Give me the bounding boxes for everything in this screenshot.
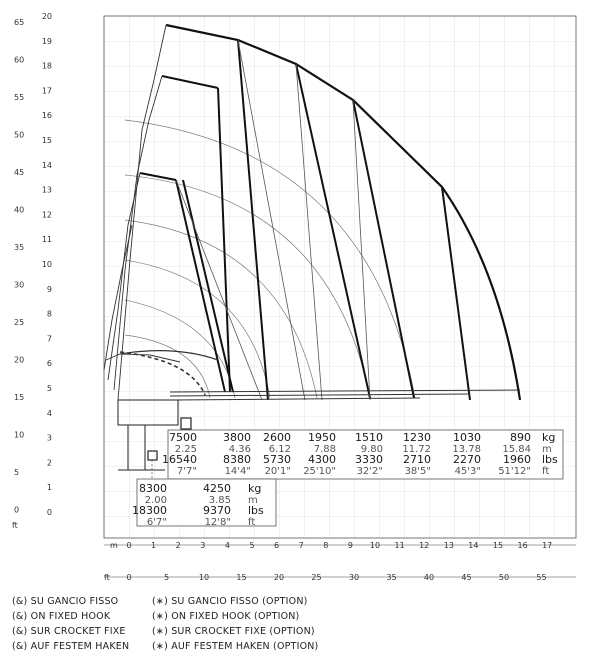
x-axis-ft: [126, 573, 546, 582]
x-m-tick: 14: [468, 541, 479, 550]
y-m-tick: 8: [46, 309, 52, 319]
x-axis-m-unit: m: [110, 541, 118, 550]
load-ft-cell: 32'2": [356, 466, 383, 477]
x-ft-tick: 40: [423, 573, 435, 582]
legend-right-2: (∗) ON FIXED HOOK (OPTION): [152, 611, 300, 622]
load-kg-cell: 7500: [169, 431, 197, 444]
load-lbs-cell: 16540: [162, 453, 197, 466]
y-ft-tick: 0: [14, 505, 20, 515]
y-m-tick: 5: [46, 384, 52, 393]
x-m-tick: 7: [298, 541, 304, 550]
load-m-cell: 2.25: [174, 444, 197, 455]
legend-right-3: (∗) SUR CROCKET FIXE (OPTION): [152, 626, 315, 637]
x-ft-tick: 35: [386, 573, 397, 582]
x-axis-m: [126, 541, 552, 550]
y-m-tick: 19: [41, 36, 52, 46]
load-lbs-cell: 4300: [308, 453, 336, 466]
x-m-tick: 1: [151, 541, 157, 550]
y-ft-tick: 30: [14, 280, 25, 290]
x-m-tick: 10: [369, 541, 381, 550]
x-m-tick: 6: [274, 541, 280, 550]
y-ft-tick: 15: [14, 393, 25, 402]
y-m-tick: 12: [41, 210, 52, 220]
load-ft-cell: 20'1": [264, 466, 291, 477]
small-m-1: 2.00: [144, 495, 167, 506]
y-axis-m: [42, 12, 52, 517]
x-ft-tick: 20: [273, 573, 285, 582]
small-m-unit: m: [248, 495, 258, 506]
load-m-cell: 4.36: [228, 444, 251, 455]
x-m-tick: 9: [347, 541, 353, 550]
x-ft-tick: 30: [348, 573, 360, 582]
x-ft-tick: 45: [461, 573, 472, 582]
small-ft-2: 12'8": [204, 517, 231, 528]
load-kg-cell: 1950: [308, 431, 336, 444]
legend-left-2: (&) ON FIXED HOOK: [12, 611, 111, 622]
y-ft-tick: 60: [14, 55, 25, 65]
small-lbs-1: 18300: [132, 504, 167, 517]
x-ft-tick: 10: [198, 573, 210, 582]
y-ft-tick: 45: [14, 168, 25, 177]
small-kg-1: 8300: [139, 482, 167, 495]
small-ft-1: 6'7": [146, 517, 167, 528]
y-m-tick: 18: [41, 61, 52, 71]
x-ft-tick: 15: [236, 573, 247, 582]
load-kg-unit: kg: [542, 431, 556, 444]
x-ft-tick: 55: [536, 573, 547, 582]
x-ft-tick: 0: [126, 573, 132, 582]
load-m-cell: 15.84: [502, 444, 531, 455]
load-kg-cell: 3800: [223, 431, 251, 444]
y-m-tick: 4: [46, 408, 52, 418]
y-m-tick: 11: [41, 235, 52, 245]
y-ft-tick: 65: [14, 18, 25, 27]
small-lbs-unit: lbs: [248, 504, 264, 517]
y-m-tick: 14: [41, 160, 52, 170]
small-kg-unit: kg: [248, 482, 262, 495]
x-m-tick: 3: [200, 541, 206, 550]
y-m-tick: 6: [46, 359, 52, 369]
load-ft-unit: ft: [542, 466, 550, 477]
load-lbs-cell: 3330: [355, 453, 383, 466]
y-ft-tick: 55: [14, 93, 25, 102]
x-m-tick: 5: [249, 541, 255, 550]
load-lbs-cell: 5730: [263, 453, 291, 466]
load-ft-cell: 51'12": [498, 466, 531, 477]
x-m-tick: 0: [126, 541, 132, 550]
y-m-tick: 16: [41, 111, 52, 121]
load-lbs-cell: 8380: [223, 453, 251, 466]
load-lbs-unit: lbs: [542, 453, 558, 466]
load-lbs-cell: 2270: [453, 453, 481, 466]
load-m-cell: 11.72: [402, 444, 431, 455]
x-m-tick: 12: [419, 541, 430, 550]
y-axis-ft-unit: ft: [12, 521, 18, 530]
y-ft-tick: 5: [14, 468, 20, 477]
load-kg-cell: 1030: [453, 431, 481, 444]
load-lbs-cell: 2710: [403, 453, 431, 466]
load-m-cell: 13.78: [452, 444, 481, 455]
x-m-tick: 15: [492, 541, 504, 550]
x-m-tick: 17: [542, 541, 553, 550]
y-m-tick: 9: [46, 284, 52, 294]
y-m-tick: 1: [46, 483, 52, 493]
legend-left-3: (&) SUR CROCKET FIXE: [12, 626, 126, 637]
load-lbs-cell: 1960: [503, 453, 531, 466]
y-axis-ft: [14, 18, 24, 515]
small-m-2: 3.85: [208, 495, 231, 506]
x-ft-tick: 25: [311, 573, 322, 582]
x-m-tick: 8: [323, 541, 329, 550]
x-ft-tick: 50: [498, 573, 510, 582]
y-m-tick: 3: [46, 433, 52, 443]
load-kg-cell: 1230: [403, 431, 431, 444]
x-m-tick: 4: [224, 541, 230, 550]
y-ft-tick: 20: [14, 355, 25, 365]
x-m-tick: 13: [443, 541, 454, 550]
x-m-tick: 16: [517, 541, 528, 550]
y-ft-tick: 50: [14, 130, 25, 140]
y-m-tick: 15: [41, 136, 52, 145]
y-m-tick: 10: [41, 260, 52, 269]
y-m-tick: 20: [41, 12, 52, 21]
load-kg-cell: 2600: [263, 431, 291, 444]
small-ft-unit: ft: [248, 517, 256, 528]
x-m-tick: 2: [175, 541, 181, 550]
y-ft-tick: 10: [14, 430, 25, 440]
y-ft-tick: 25: [14, 318, 25, 327]
load-ft-cell: 7'7": [176, 466, 197, 477]
y-ft-tick: 35: [14, 243, 25, 252]
load-ft-cell: 45'3": [454, 466, 481, 477]
small-kg-2: 4250: [203, 482, 231, 495]
y-ft-tick: 40: [14, 205, 25, 215]
load-m-cell: 6.12: [268, 444, 291, 455]
legend-left-1: (&) SU GANCIO FISSO: [12, 596, 119, 607]
y-m-tick: 0: [46, 508, 52, 517]
legend-right: [152, 594, 318, 654]
y-m-tick: 7: [46, 334, 52, 344]
legend-right-1: (∗) SU GANCIO FISSO (OPTION): [152, 596, 308, 607]
load-kg-cell: 890: [510, 431, 531, 444]
legend-left-4: (&) AUF FESTEM HAKEN: [12, 641, 130, 652]
load-m-cell: 7.88: [313, 444, 336, 455]
y-m-tick: 13: [41, 185, 52, 195]
y-m-tick: 2: [46, 458, 52, 468]
legend-left: [12, 594, 129, 654]
x-m-tick: 11: [394, 541, 405, 550]
x-ft-tick: 5: [163, 573, 170, 582]
load-ft-cell: 14'4": [224, 466, 251, 477]
x-axis-ft-unit: ft: [104, 573, 110, 582]
legend-right-4: (∗) AUF FESTEM HAKEN (OPTION): [152, 641, 319, 652]
load-ft-cell: 38'5": [404, 466, 431, 477]
load-m-unit: m: [542, 444, 552, 455]
load-kg-cell: 1510: [355, 431, 383, 444]
small-lbs-2: 9370: [203, 504, 231, 517]
y-m-tick: 17: [41, 86, 52, 96]
load-m-cell: 9.80: [360, 444, 383, 455]
load-ft-cell: 25'10": [303, 466, 336, 477]
